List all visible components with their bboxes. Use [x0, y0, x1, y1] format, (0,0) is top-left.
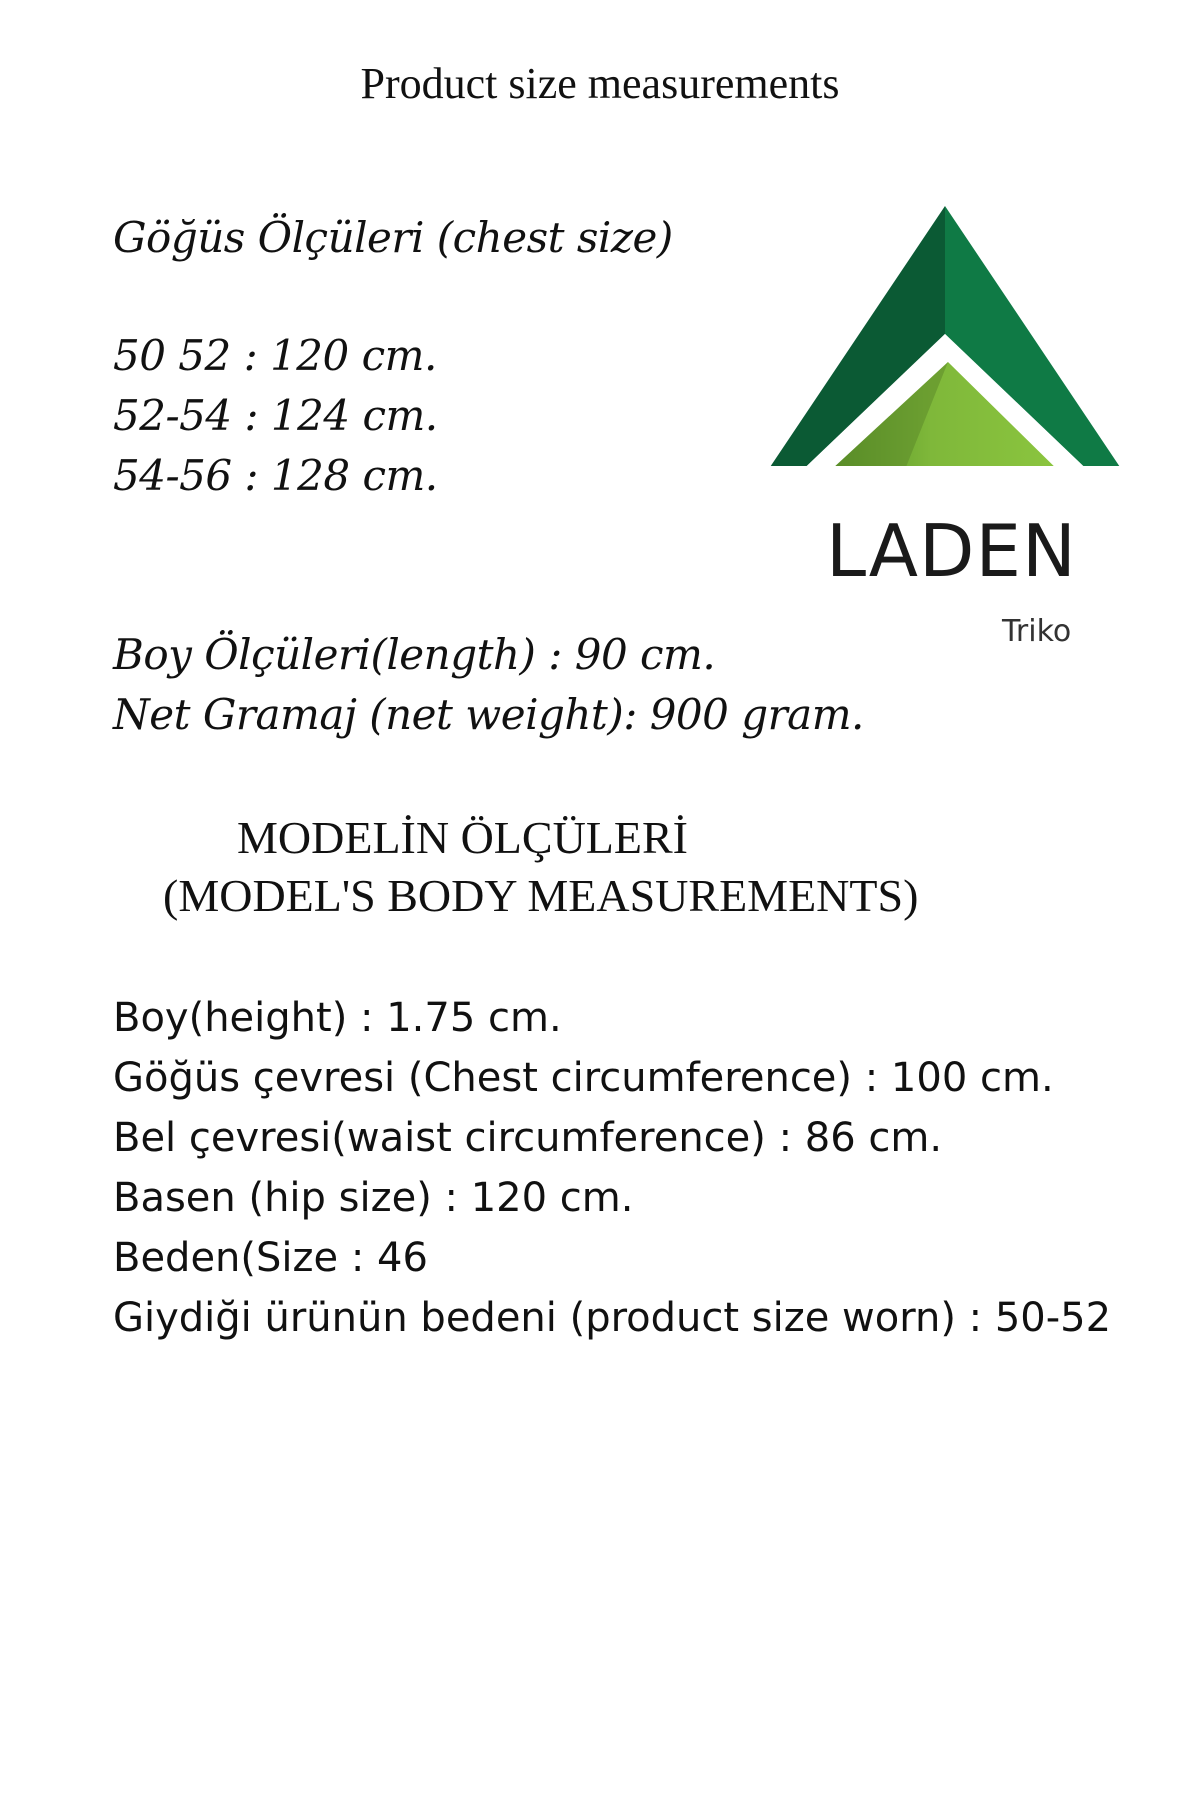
product-size-worn: Giydiği ürünün bedeni (product size worn) : 50-52: [113, 1295, 1112, 1341]
page-title: Product size measurements: [360, 59, 840, 108]
chest-size-list: [113, 326, 438, 506]
product-info-list: [113, 625, 864, 745]
length-measurement: Boy Ölçüleri(length) : 90 cm.: [113, 630, 716, 679]
model-measurements-subtitle: (MODEL'S BODY MEASUREMENTS): [163, 870, 919, 921]
model-waist: Bel çevresi(waist circumference) : 86 cm.: [113, 1115, 943, 1161]
model-height: Boy(height) : 1.75 cm.: [113, 995, 562, 1041]
net-weight: Net Gramaj (net weight): 900 gram.: [113, 690, 864, 739]
brand-subtitle: Triko: [1002, 614, 1072, 649]
chest-size-item: 50 52 : 120 cm.: [113, 331, 437, 380]
brand-logo-text: LADEN: [826, 509, 1077, 593]
chest-size-heading: Göğüs Ölçüleri (chest size): [113, 213, 673, 262]
model-measurements-title: MODELİN ÖLÇÜLERİ: [237, 812, 688, 863]
chest-size-item: 52-54 : 124 cm.: [113, 391, 438, 440]
triangle-mountain-logo-icon: [760, 206, 1130, 466]
model-size: Beden(Size : 46: [113, 1235, 428, 1281]
chest-size-item: 54-56 : 128 cm.: [113, 451, 438, 500]
model-hip: Basen (hip size) : 120 cm.: [113, 1175, 634, 1221]
model-chest: Göğüs çevresi (Chest circumference) : 100 cm.: [113, 1055, 1054, 1101]
model-measurements-list: [113, 988, 1111, 1348]
